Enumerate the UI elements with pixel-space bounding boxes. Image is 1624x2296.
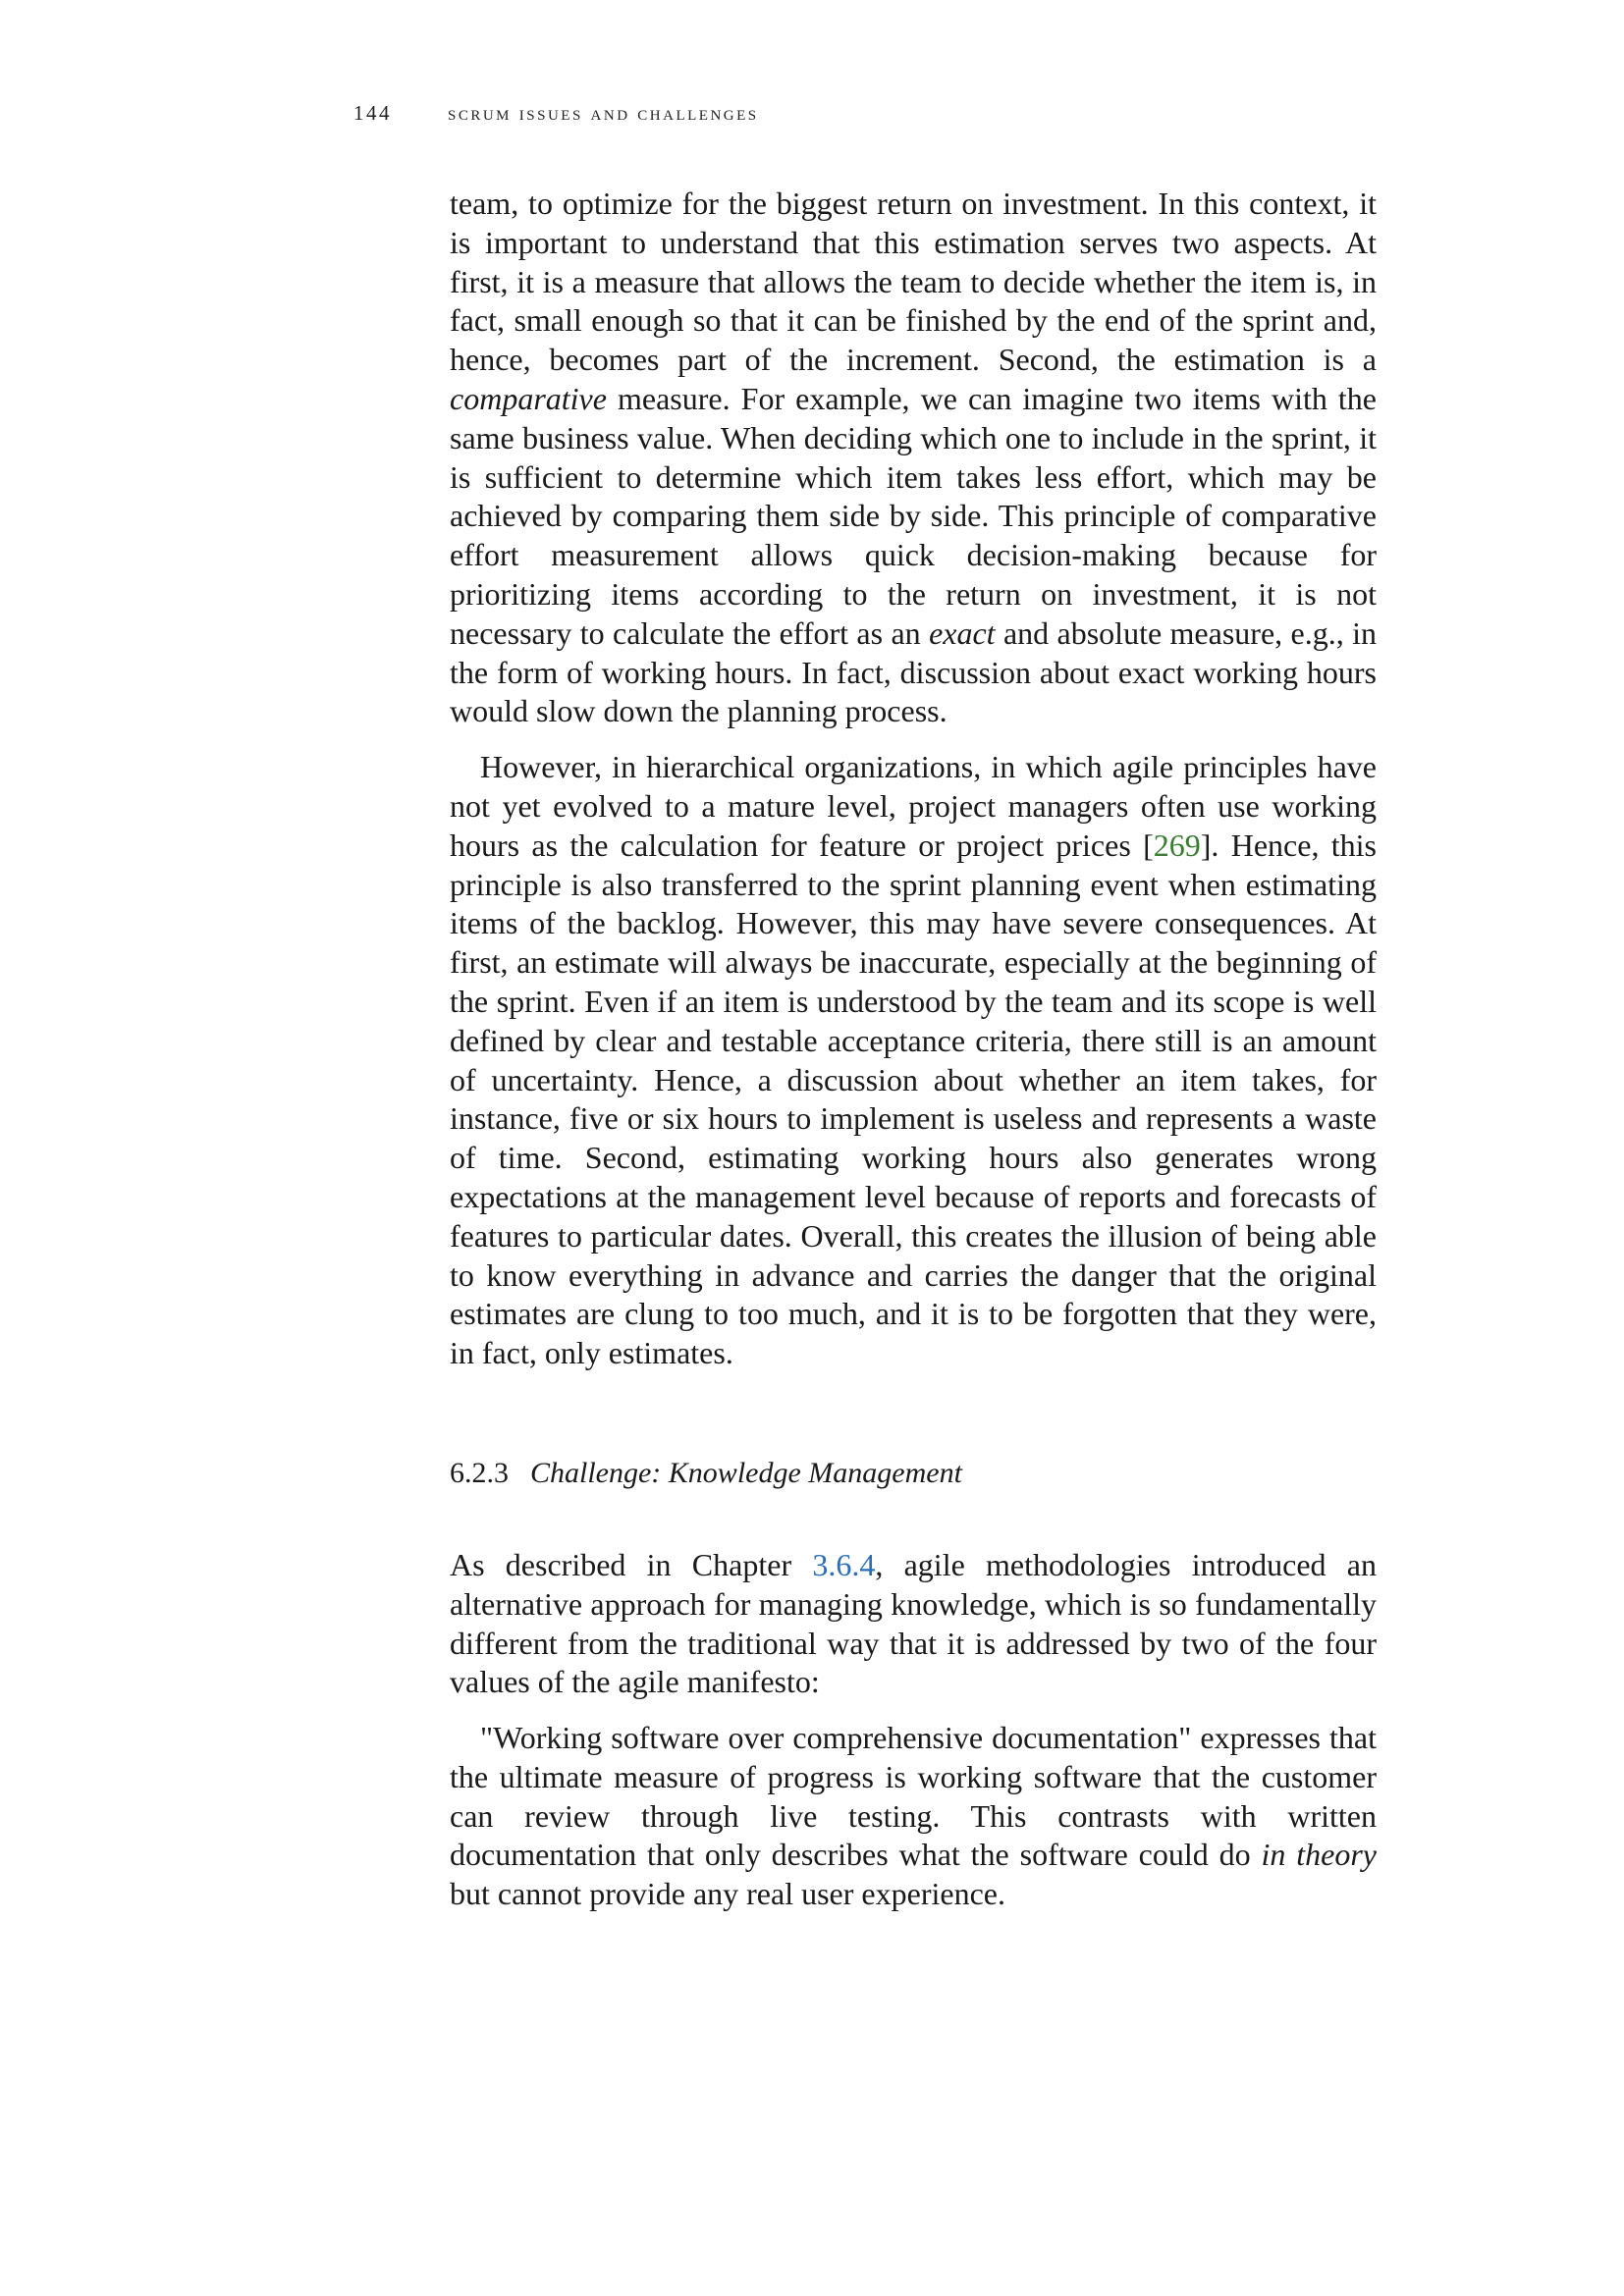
paragraph-hierarchical (450, 748, 1377, 1373)
paragraph-knowledge (450, 1546, 1377, 1702)
chapter-link[interactable]: 3.6.4 (812, 1546, 876, 1582)
body-text (450, 185, 1377, 1914)
section-title: Challenge: Knowledge Management (530, 1456, 962, 1489)
paragraph-text: and absolute measure, e.g., in the form of working hours. In fact, discussion about exact working hours would slow down the planning process. (450, 614, 1378, 729)
paragraph-text: "Working software over comprehensive documentation" expresses that the ultimate measure of progress is working software that the customer can review through live testing. This contrasts with written documentation that only describes what the software could do (450, 1720, 1377, 1873)
paragraph-working-software (450, 1719, 1377, 1914)
emphasis-in-theory: in theory (1261, 1837, 1378, 1873)
paragraph-text: team, to optimize for the biggest return on investment. In this context, it is important to understand that this estimation serves two aspects. At first, it is a measure that allows the team to decide whether the item is, in fact, small enough so that it can be finished by the end of the sprint and, hence, becomes part of the increment. Second, the estimation is a (450, 186, 1377, 378)
paragraph-text: ]. Hence, this principle is also transferred to the sprint planning event when estimating items of the backlog. However, this may have severe consequences. At first, an estimate will always be inaccurate, especially at the beginning of the sprint. Even if an item is understood by the team and its scope is well defined by clear and testable acceptance criteria, there still is an amount of uncertainty. Hence, a discussion about whether an item takes, for instance, five or six hours to implement is useless and represents a waste of time. Second, estimating working hours also generates wrong expectations at the management level because of reports and forecasts of features to particular dates. Overall, this creates the illusion of being able to know everything in advance and carries the danger that the original estimates are clung to too much, and it is to be forgotten that they were, in fact, only estimates. (450, 827, 1378, 1371)
emphasis-comparative: comparative (450, 380, 607, 416)
paragraph-text: However, in hierarchical organizations, in which agile principles have not yet evolved to a mature level, project managers often use working hours as the calculation for feature or project prices [ (450, 749, 1377, 863)
page-number: 144 (353, 101, 392, 125)
paragraph-text: As described in Chapter (450, 1546, 813, 1582)
paragraph-text: but cannot provide any real user experience. (450, 1876, 1005, 1912)
chapter-title: scrum issues and challenges (448, 101, 759, 125)
paragraph-estimation (450, 185, 1377, 731)
paragraph-text: , agile methodologies introduced an alternative approach for managing knowledge, which is so fundamentally different from the traditional way that it is addressed by two of the four values of the agile manifesto: (450, 1546, 1378, 1700)
citation-link[interactable]: 269 (1153, 827, 1201, 863)
paragraph-text: measure. For example, we can imagine two items with the same business value. When deciding which one to include in the sprint, it is sufficient to determine which item takes less effort, which may be achieved by comparing them side by side. This principle of comparative effort measurement allows quick decision-making because for prioritizing items according to the return on investment, it is not necessary to calculate the effort as an (450, 380, 1377, 651)
emphasis-exact: exact (929, 614, 996, 651)
running-head (353, 98, 1375, 128)
section-number: 6.2.3 (450, 1456, 509, 1489)
section-heading (450, 1454, 1377, 1493)
